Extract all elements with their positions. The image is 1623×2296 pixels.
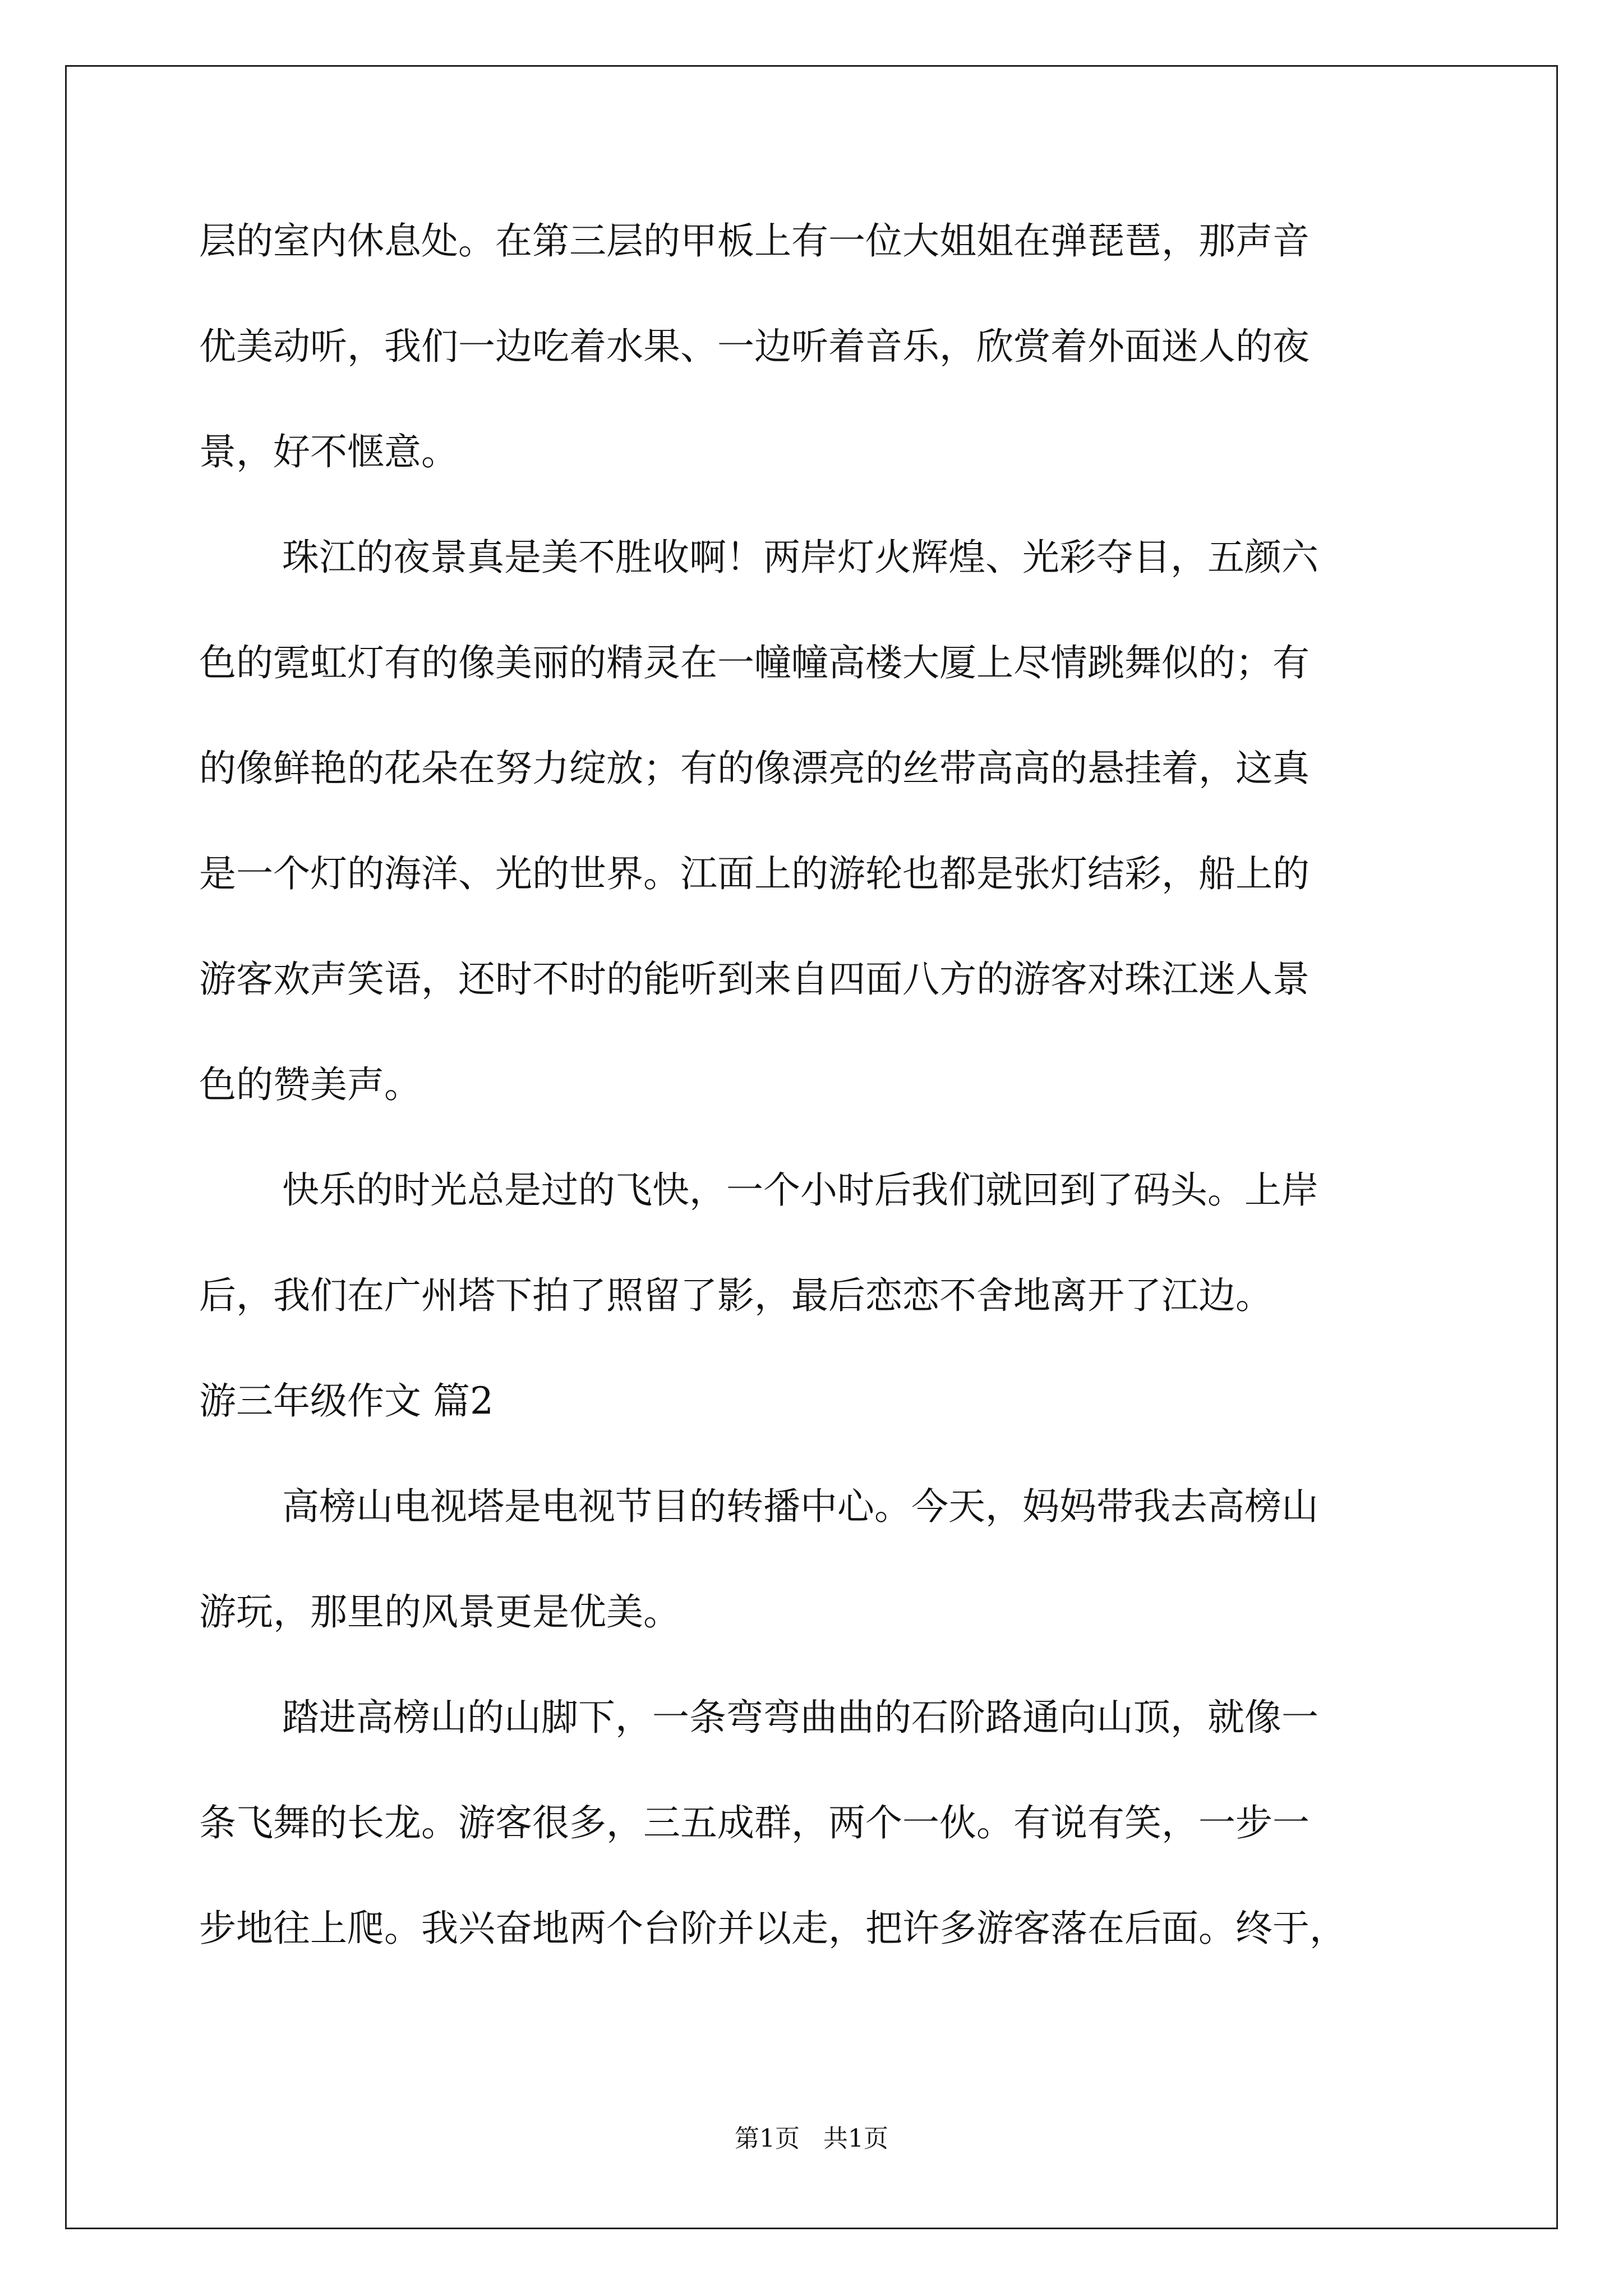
text-line: 色的赞美声。	[199, 1063, 421, 1106]
text-line: 层的室内休息处。在第三层的甲板上有一位大姐姐在弹琵琶，那声音	[199, 219, 1310, 263]
section-heading: 游三年级作文 篇2	[199, 1379, 494, 1423]
text-line: 游客欢声笑语，还时不时的能听到来自四面八方的游客对珠江迷人景	[199, 958, 1310, 1001]
page-number: 第1页	[735, 2124, 800, 2153]
text-line: 色的霓虹灯有的像美丽的精灵在一幢幢高楼大厦上尽情跳舞似的；有	[199, 641, 1310, 684]
paragraph-first-line: 高榜山电视塔是电视节目的转播中心。今天，妈妈带我去高榜山	[282, 1485, 1318, 1528]
paragraph-first-line: 踏进高榜山的山脚下，一条弯弯曲曲的石阶路通向山顶，就像一	[282, 1696, 1318, 1739]
text-line: 步地往上爬。我兴奋地两个台阶并以走，把许多游客落在后面。终于，	[199, 1907, 1347, 1950]
text-line: 游玩，那里的风景更是优美。	[199, 1590, 680, 1634]
paragraph-first-line: 快乐的时光总是过的飞快，一个小时后我们就回到了码头。上岸	[282, 1168, 1318, 1212]
text-line: 优美动听，我们一边吃着水果、一边听着音乐，欣赏着外面迷人的夜	[199, 325, 1310, 368]
text-line: 条飞舞的长龙。游客很多，三五成群，两个一伙。有说有笑，一步一	[199, 1801, 1310, 1844]
paragraph-first-line: 珠江的夜景真是美不胜收啊！两岸灯火辉煌、光彩夺目，五颜六	[282, 536, 1318, 579]
text-line: 的像鲜艳的花朵在努力绽放；有的像漂亮的丝带高高的悬挂着，这真	[199, 747, 1310, 790]
text-line: 景，好不惬意。	[199, 430, 458, 473]
text-line: 是一个灯的海洋、光的世界。江面上的游轮也都是张灯结彩，船上的	[199, 852, 1310, 895]
page-count: 共1页	[823, 2124, 888, 2153]
text-line: 后，我们在广州塔下拍了照留了影，最后恋恋不舍地离开了江边。	[199, 1274, 1272, 1317]
page-footer	[0, 2122, 1623, 2156]
